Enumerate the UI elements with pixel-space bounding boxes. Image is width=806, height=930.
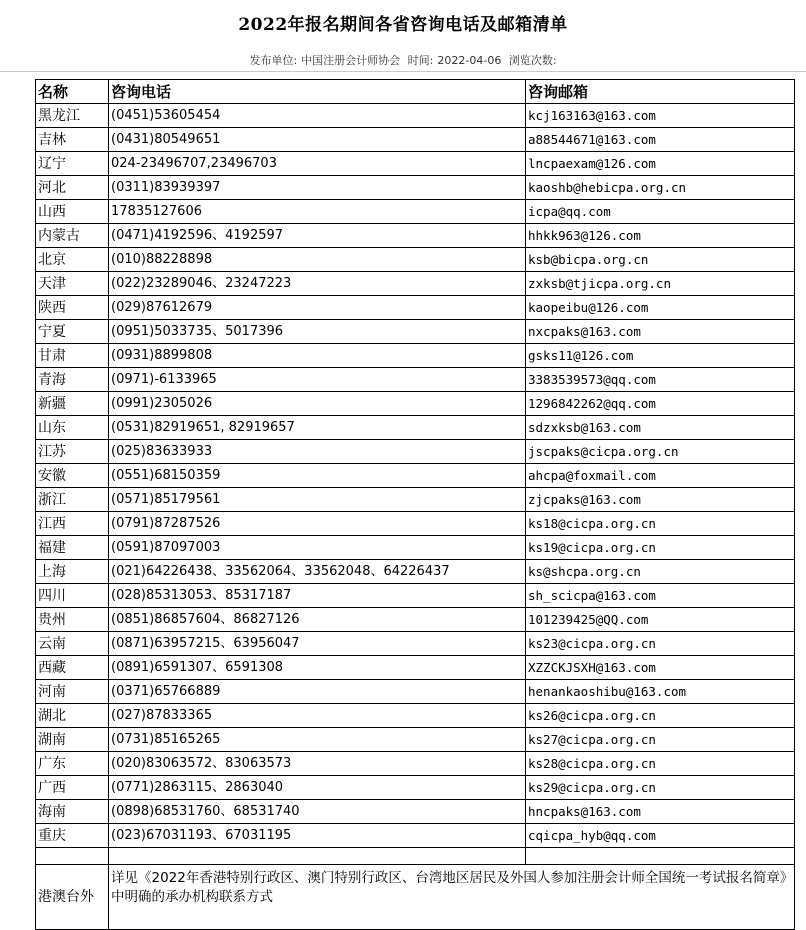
phone-cell: (0891)6591307、6591308 bbox=[109, 656, 526, 680]
contact-table-body bbox=[36, 80, 795, 930]
table-row bbox=[36, 776, 795, 800]
province-cell: 吉林 bbox=[36, 128, 109, 152]
email-cell: ks28@cicpa.org.cn bbox=[526, 752, 795, 776]
phone-cell: (0851)86857604、86827126 bbox=[109, 608, 526, 632]
email-cell: kcj163163@163.com bbox=[526, 104, 795, 128]
phone-cell: (025)83633933 bbox=[109, 440, 526, 464]
email-cell: 1296842262@qq.com bbox=[526, 392, 795, 416]
phone-cell: (023)67031193、67031195 bbox=[109, 824, 526, 848]
time-label: 时间: bbox=[407, 54, 434, 67]
phone-cell: (0551)68150359 bbox=[109, 464, 526, 488]
table-row bbox=[36, 368, 795, 392]
province-cell: 青海 bbox=[36, 368, 109, 392]
province-cell: 上海 bbox=[36, 560, 109, 584]
email-cell: kaoshb@hebicpa.org.cn bbox=[526, 176, 795, 200]
province-cell: 湖北 bbox=[36, 704, 109, 728]
phone-cell: (0531)82919651, 82919657 bbox=[109, 416, 526, 440]
province-cell: 海南 bbox=[36, 800, 109, 824]
email-cell: zxksb@tjicpa.org.cn bbox=[526, 272, 795, 296]
table-row bbox=[36, 488, 795, 512]
email-cell: 101239425@QQ.com bbox=[526, 608, 795, 632]
publisher-name: 中国注册会计师协会 bbox=[301, 54, 401, 67]
phone-cell: (022)23289046、23247223 bbox=[109, 272, 526, 296]
table-row bbox=[36, 416, 795, 440]
footer-note-cell: 详见《2022年香港特别行政区、澳门特别行政区、台湾地区居民及外国人参加注册会计师全国统一考试报名简章》中明确的承办机构联系方式 bbox=[109, 865, 795, 930]
table-row bbox=[36, 680, 795, 704]
email-cell: ks29@cicpa.org.cn bbox=[526, 776, 795, 800]
blank-cell bbox=[526, 848, 795, 865]
province-cell: 云南 bbox=[36, 632, 109, 656]
phone-cell: (0771)2863115、2863040 bbox=[109, 776, 526, 800]
blank-row bbox=[36, 848, 795, 865]
phone-cell: (0591)87097003 bbox=[109, 536, 526, 560]
table-row bbox=[36, 632, 795, 656]
table-row bbox=[36, 296, 795, 320]
email-cell: hncpaks@163.com bbox=[526, 800, 795, 824]
table-row bbox=[36, 152, 795, 176]
table-row bbox=[36, 272, 795, 296]
publisher-label: 发布单位: bbox=[249, 54, 298, 67]
province-cell: 江苏 bbox=[36, 440, 109, 464]
email-cell: sh_scicpa@163.com bbox=[526, 584, 795, 608]
email-cell: henankaoshibu@163.com bbox=[526, 680, 795, 704]
email-cell: gsks11@126.com bbox=[526, 344, 795, 368]
table-row bbox=[36, 320, 795, 344]
table-row bbox=[36, 824, 795, 848]
province-cell: 四川 bbox=[36, 584, 109, 608]
email-cell: icpa@qq.com bbox=[526, 200, 795, 224]
phone-cell: (010)88228898 bbox=[109, 248, 526, 272]
table-header-row bbox=[36, 80, 795, 104]
phone-cell: (0471)4192596、4192597 bbox=[109, 224, 526, 248]
phone-cell: (0571)85179561 bbox=[109, 488, 526, 512]
table-row bbox=[36, 752, 795, 776]
phone-cell: (0451)53605454 bbox=[109, 104, 526, 128]
table-row bbox=[36, 248, 795, 272]
email-cell: ks26@cicpa.org.cn bbox=[526, 704, 795, 728]
province-cell: 辽宁 bbox=[36, 152, 109, 176]
footer-row bbox=[36, 865, 795, 930]
email-cell: ks27@cicpa.org.cn bbox=[526, 728, 795, 752]
table-row bbox=[36, 800, 795, 824]
views-label: 浏览次数: bbox=[508, 54, 557, 67]
table-row bbox=[36, 392, 795, 416]
email-cell: a88544671@163.com bbox=[526, 128, 795, 152]
table-row bbox=[36, 344, 795, 368]
province-cell: 安徽 bbox=[36, 464, 109, 488]
phone-cell: (0991)2305026 bbox=[109, 392, 526, 416]
page-title: 2022年报名期间各省咨询电话及邮箱清单 bbox=[238, 15, 568, 35]
table-row bbox=[36, 104, 795, 128]
province-cell: 天津 bbox=[36, 272, 109, 296]
phone-cell: (0931)8899808 bbox=[109, 344, 526, 368]
province-cell: 江西 bbox=[36, 512, 109, 536]
table-row bbox=[36, 440, 795, 464]
table-row bbox=[36, 224, 795, 248]
province-cell: 浙江 bbox=[36, 488, 109, 512]
province-cell: 新疆 bbox=[36, 392, 109, 416]
table-row bbox=[36, 536, 795, 560]
contact-table bbox=[35, 79, 795, 930]
province-cell: 黑龙江 bbox=[36, 104, 109, 128]
province-cell: 广西 bbox=[36, 776, 109, 800]
phone-cell: (0898)68531760、68531740 bbox=[109, 800, 526, 824]
email-cell: sdzxksb@163.com bbox=[526, 416, 795, 440]
header-divider bbox=[0, 71, 806, 72]
email-cell: nxcpaks@163.com bbox=[526, 320, 795, 344]
phone-cell: 024-23496707,23496703 bbox=[109, 152, 526, 176]
email-cell: ahcpa@foxmail.com bbox=[526, 464, 795, 488]
header-phone: 咨询电话 bbox=[109, 80, 526, 104]
phone-cell: (020)83063572、83063573 bbox=[109, 752, 526, 776]
publish-meta bbox=[0, 52, 806, 68]
email-cell: ks23@cicpa.org.cn bbox=[526, 632, 795, 656]
phone-cell: (021)64226438、33562064、33562048、64226437 bbox=[109, 560, 526, 584]
publish-date: 2022-04-06 bbox=[437, 54, 502, 67]
table-row bbox=[36, 584, 795, 608]
footer-region-cell: 港澳台外 bbox=[36, 865, 109, 930]
province-cell: 北京 bbox=[36, 248, 109, 272]
table-row bbox=[36, 728, 795, 752]
header-email: 咨询邮箱 bbox=[526, 80, 795, 104]
phone-cell: (0871)63957215、63956047 bbox=[109, 632, 526, 656]
email-cell: XZZCKJSXH@163.com bbox=[526, 656, 795, 680]
phone-cell: (0731)85165265 bbox=[109, 728, 526, 752]
table-row bbox=[36, 656, 795, 680]
phone-cell: (0371)65766889 bbox=[109, 680, 526, 704]
province-cell: 湖南 bbox=[36, 728, 109, 752]
phone-cell: (029)87612679 bbox=[109, 296, 526, 320]
phone-cell: (0431)80549651 bbox=[109, 128, 526, 152]
province-cell: 山西 bbox=[36, 200, 109, 224]
email-cell: lncpaexam@126.com bbox=[526, 152, 795, 176]
phone-cell: (0951)5033735、5017396 bbox=[109, 320, 526, 344]
table-row bbox=[36, 128, 795, 152]
province-cell: 河南 bbox=[36, 680, 109, 704]
email-cell: ks19@cicpa.org.cn bbox=[526, 536, 795, 560]
phone-cell: (0311)83939397 bbox=[109, 176, 526, 200]
province-cell: 陕西 bbox=[36, 296, 109, 320]
phone-cell: (027)87833365 bbox=[109, 704, 526, 728]
province-cell: 西藏 bbox=[36, 656, 109, 680]
email-cell: zjcpaks@163.com bbox=[526, 488, 795, 512]
province-cell: 宁夏 bbox=[36, 320, 109, 344]
table-row bbox=[36, 704, 795, 728]
phone-cell: (0971)-6133965 bbox=[109, 368, 526, 392]
province-cell: 广东 bbox=[36, 752, 109, 776]
email-cell: kaopeibu@126.com bbox=[526, 296, 795, 320]
blank-cell bbox=[109, 848, 526, 865]
province-cell: 福建 bbox=[36, 536, 109, 560]
blank-cell bbox=[36, 848, 109, 865]
phone-cell: 17835127606 bbox=[109, 200, 526, 224]
email-cell: hhkk963@126.com bbox=[526, 224, 795, 248]
table-row bbox=[36, 464, 795, 488]
table-row bbox=[36, 512, 795, 536]
province-cell: 甘肃 bbox=[36, 344, 109, 368]
header-name: 名称 bbox=[36, 80, 109, 104]
phone-cell: (0791)87287526 bbox=[109, 512, 526, 536]
province-cell: 山东 bbox=[36, 416, 109, 440]
email-cell: ksb@bicpa.org.cn bbox=[526, 248, 795, 272]
email-cell: ks18@cicpa.org.cn bbox=[526, 512, 795, 536]
table-row bbox=[36, 200, 795, 224]
province-cell: 重庆 bbox=[36, 824, 109, 848]
table-row bbox=[36, 176, 795, 200]
phone-cell: (028)85313053、85317187 bbox=[109, 584, 526, 608]
email-cell: 3383539573@qq.com bbox=[526, 368, 795, 392]
table-row bbox=[36, 608, 795, 632]
email-cell: jscpaks@cicpa.org.cn bbox=[526, 440, 795, 464]
email-cell: ks@shcpa.org.cn bbox=[526, 560, 795, 584]
province-cell: 贵州 bbox=[36, 608, 109, 632]
table-row bbox=[36, 560, 795, 584]
email-cell: cqicpa_hyb@qq.com bbox=[526, 824, 795, 848]
province-cell: 河北 bbox=[36, 176, 109, 200]
province-cell: 内蒙古 bbox=[36, 224, 109, 248]
